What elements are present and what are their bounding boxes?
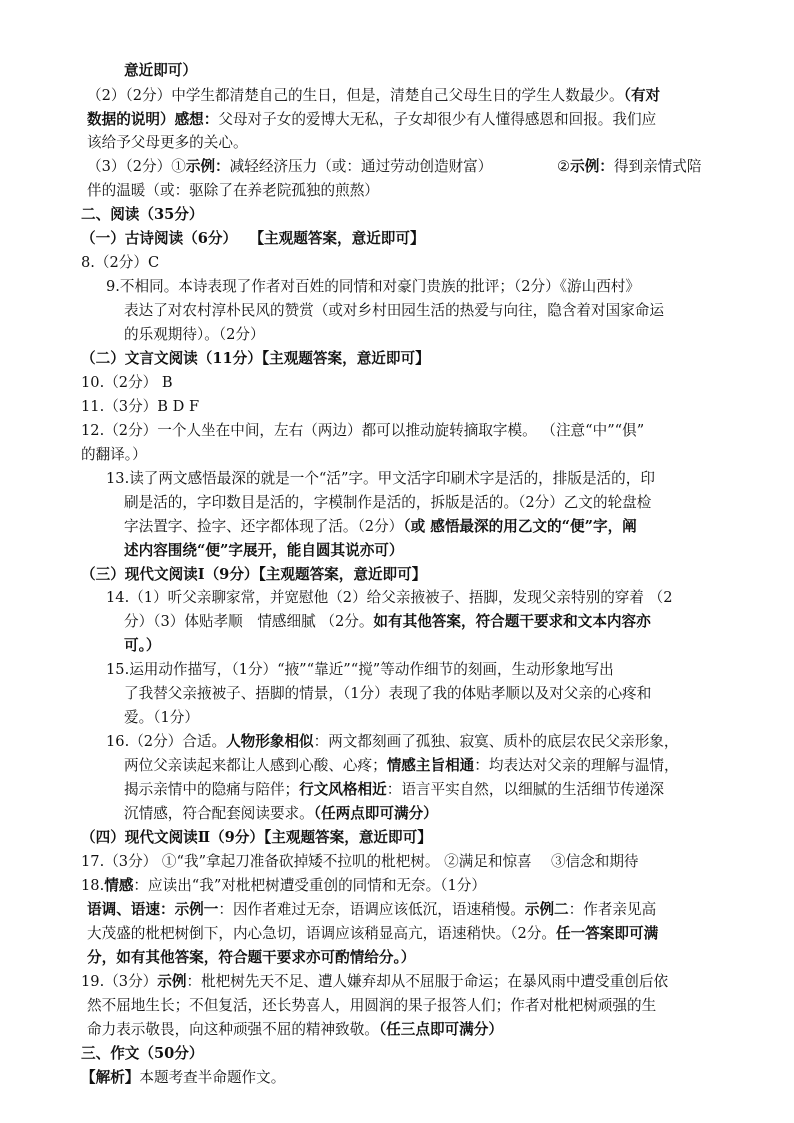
text-line	[87, 156, 492, 178]
text-run: 8.（2分）C	[81, 254, 160, 271]
text-line	[81, 228, 425, 250]
bold-text-run: （任两点即可满分）	[313, 805, 438, 822]
text-line	[124, 60, 197, 82]
text-run: 刷是活的，字印数目是活的，字模制作是活的，拆版是活的。（2分）乙文的轮盘检	[124, 494, 652, 511]
text-run: ：作者亲见高	[568, 901, 657, 918]
text-line	[106, 659, 614, 681]
bold-text-run: 语调、语速：示例一	[87, 901, 219, 918]
text-line	[124, 540, 403, 562]
text-run: 分）（3）体贴孝顺 情感细腻 （2分。	[124, 613, 374, 630]
text-line	[81, 444, 147, 466]
text-run: 伴的温暖（或：驱除了在养老院孤独的煎熬）	[87, 182, 379, 199]
text-line	[106, 276, 640, 298]
bold-text-run: 任一答案即可满	[556, 925, 659, 942]
bold-text-run: （二）文言文阅读（11分）【主观题答案，意近即可】	[81, 350, 430, 367]
text-run: 11.（3分）B D F	[81, 398, 200, 415]
text-line	[87, 1019, 503, 1041]
text-run: 的翻译。）	[81, 446, 147, 463]
text-line	[124, 707, 199, 729]
text-line	[87, 132, 248, 154]
text-run: ：语言平实自然，以细腻的生活细节传递深	[386, 781, 665, 798]
bold-text-run: 可。）	[124, 637, 161, 654]
text-line	[81, 1043, 203, 1065]
text-run: ：均表达对父亲的理解与温情，	[474, 757, 679, 774]
text-line	[106, 468, 655, 490]
text-run: 得到亲情式陪	[613, 158, 702, 175]
text-line	[87, 947, 415, 969]
text-line	[87, 85, 660, 107]
text-line	[124, 779, 664, 801]
text-run: 两位父亲读起来都让人感到心酸、心疼；	[124, 757, 387, 774]
text-run: ：枇杷树先天不足、遭人嫌弃却从不屈服于命运；在暴风雨中遭受重创后依	[186, 973, 669, 990]
text-line	[81, 204, 203, 226]
text-line	[81, 971, 668, 993]
text-line	[81, 420, 644, 442]
text-line	[87, 995, 656, 1017]
text-run: ：应读出“我”对枇杷树遭受重创的同情和无奈。（1分）	[133, 877, 486, 894]
text-line	[124, 611, 651, 633]
bold-text-run: 三、作文（50分）	[81, 1045, 204, 1062]
text-line	[81, 372, 173, 394]
text-run: 表达了对农村淳朴民风的赞赏（或对乡村田园生活的热爱与向往，隐含着对国家命运	[124, 302, 664, 319]
text-run: 15.运用动作描写，（1分）“掖”“靠近”“搅”等动作细节的刻画，生动形象地写出	[106, 661, 614, 678]
bold-text-run: 示例：	[185, 158, 230, 175]
bold-text-run: 行文风格相近	[299, 781, 387, 798]
text-line	[81, 396, 199, 418]
text-line	[124, 635, 160, 657]
text-run: 命力表示敬畏，向这种顽强不屈的精神致敬。	[87, 1021, 379, 1038]
text-run: 该给予父母更多的关心。	[87, 134, 248, 151]
bold-text-run: （一）古诗阅读（6分） 【主观题答案，意近即可】	[81, 230, 425, 247]
text-run: 19.（3分）	[81, 973, 158, 990]
text-run: 的乐观期待）。（2分）	[124, 326, 265, 343]
text-run: 12.（2分）一个人坐在中间，左右（两边）都可以推动旋转摘取字模。 （注意“中”“俱”	[81, 422, 645, 439]
text-line	[557, 156, 701, 178]
text-line	[81, 348, 430, 370]
text-line	[81, 875, 486, 897]
text-line	[124, 683, 651, 705]
bold-text-run: （有对	[623, 87, 661, 104]
bold-text-run: 示例	[157, 973, 187, 990]
text-run: 18.	[81, 877, 105, 894]
bold-text-run: 【解析】	[81, 1069, 140, 1086]
bold-text-run: （任三点即可满分）	[378, 1021, 503, 1038]
text-line	[87, 109, 656, 131]
bold-text-run: 情感	[104, 877, 134, 894]
text-run: 揭示亲情中的隐痛与陪伴；	[124, 781, 300, 798]
text-run: ：因作者难过无奈，语调应该低沉，语速稍慢。	[218, 901, 525, 918]
bold-text-run: 示例二	[524, 901, 569, 918]
text-run: 父母对子女的爱博大无私，子女却很少有人懂得感恩和回报。我们应	[218, 111, 657, 128]
text-line	[81, 1067, 285, 1089]
text-line	[106, 587, 673, 609]
text-run: 了我替父亲掖被子、捂脚的情景，（1分）表现了我的体贴孝顺以及对父亲的心疼和	[124, 685, 652, 702]
text-line	[87, 923, 658, 945]
text-run: 10.（2分） B	[81, 374, 173, 391]
text-line	[87, 899, 656, 921]
text-line	[124, 803, 438, 825]
text-run: 9.不相同。本诗表现了作者对百姓的同情和对豪门贵族的批评；（2分）《游山西村》	[106, 278, 640, 295]
text-run: 大茂盛的枇杷树倒下，内心急切，语调应该稍显高亢，语速稍快。（2分。	[87, 925, 556, 942]
text-line	[81, 252, 159, 274]
text-run: ②	[557, 158, 571, 175]
text-run: 13.读了两文感悟最深的就是一个“活”字。甲文活字印刷术字是活的，排版是活的，印	[106, 470, 655, 487]
text-line	[124, 324, 265, 346]
bold-text-run: 述内容围绕“便”字展开，能自圆其说亦可）	[124, 542, 404, 559]
text-run: ：两文都刻画了孤独、寂寞、质朴的底层农民父亲形象，	[313, 733, 679, 750]
text-run: 爱。（1分）	[124, 709, 199, 726]
text-line	[81, 564, 426, 586]
text-run: 减轻经济压力（或：通过劳动创造财富）	[229, 158, 493, 175]
text-run: 然不屈地生长；不但复活，还长势喜人，用圆润的果子报答人们；作者对枇杷树顽强的生	[87, 997, 657, 1014]
text-run: 14.（1）听父亲聊家常，并宽慰他（2）给父亲掖被子、捂脚，发现父亲特别的穿着 （2	[106, 589, 673, 606]
text-run: 沉情感，符合配套阅读要求。	[124, 805, 314, 822]
text-run: （3）（2分）①	[87, 158, 186, 175]
text-line	[106, 731, 679, 753]
bold-text-run: 分，如有其他答案，符合题干要求亦可酌情给分。）	[87, 949, 416, 966]
text-line	[124, 300, 664, 322]
text-line	[87, 180, 379, 202]
text-line	[124, 755, 679, 777]
bold-text-run: 意近即可）	[124, 62, 197, 79]
text-run: 本题考查半命题作文。	[139, 1069, 286, 1086]
text-line	[81, 851, 639, 873]
bold-text-run: 人物形象相似	[226, 733, 314, 750]
bold-text-run: 示例：	[570, 158, 614, 175]
text-line	[124, 492, 651, 514]
bold-text-run: （四）现代文阅读Ⅱ（9分）【主观题答案，意近即可】	[81, 829, 432, 846]
bold-text-run: （三）现代文阅读Ⅰ（9分）【主观题答案，意近即可】	[81, 566, 427, 583]
text-run: 字法置字、捡字、还字都体现了活。（2分）	[124, 518, 404, 535]
bold-text-run: 二、阅读（35分）	[81, 206, 204, 223]
bold-text-run: 如有其他答案，符合题干要求和文本内容亦	[373, 613, 651, 630]
text-line	[81, 827, 432, 849]
text-line	[124, 516, 637, 538]
bold-text-run: （或 感悟最深的用乙文的“便”字，阐	[403, 518, 637, 535]
bold-text-run: 数据的说明）感想：	[87, 111, 219, 128]
text-run: （2）（2分）中学生都清楚自己的生日，但是，清楚自己父母生日的学生人数最少。	[87, 87, 624, 104]
bold-text-run: 情感主旨相通	[386, 757, 475, 774]
text-run: 17.（3分） ①“我”拿起刀准备砍掉矮不拉叽的枇杷树。 ②满足和惊喜 ③信念和期待	[81, 853, 639, 870]
text-run: 16.（2分）合适。	[106, 733, 227, 750]
